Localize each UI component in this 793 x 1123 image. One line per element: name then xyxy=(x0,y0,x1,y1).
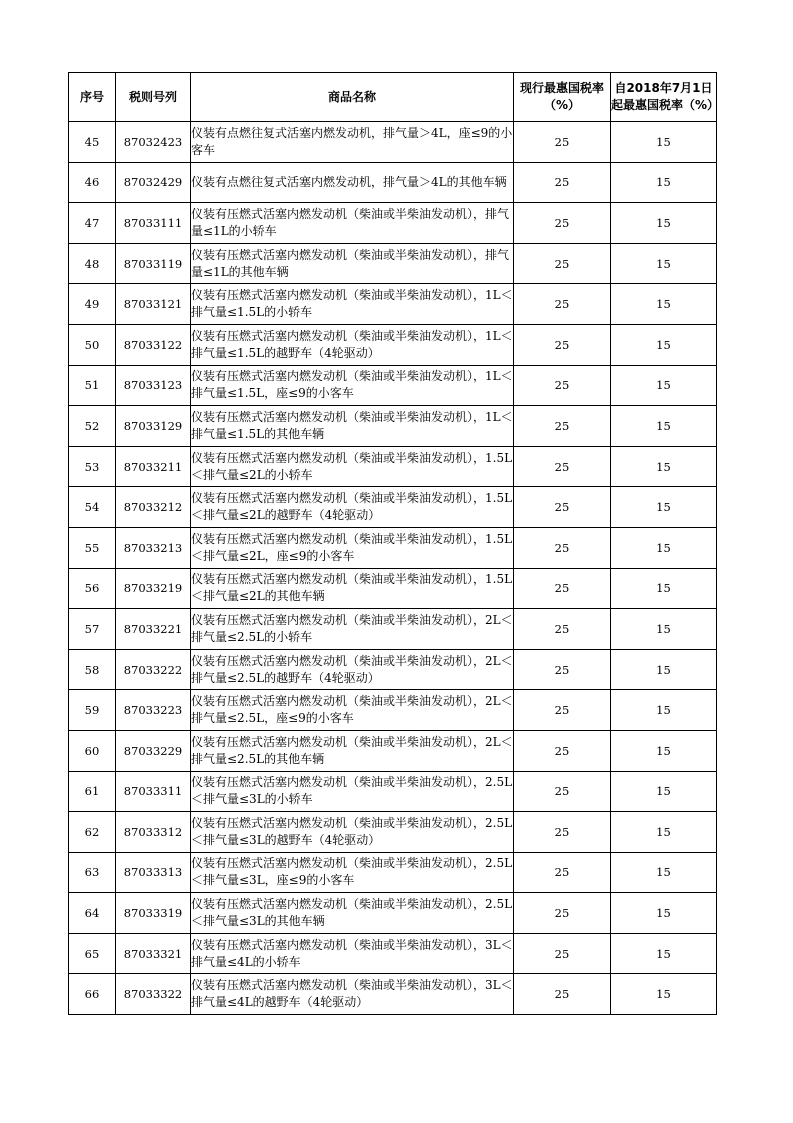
product-name: 仪装有压燃式活塞内燃发动机（柴油或半柴油发动机），2.5L＜排气量≤3L的小轿车 xyxy=(191,771,514,812)
current-rate: 25 xyxy=(514,406,611,447)
current-rate: 25 xyxy=(514,243,611,284)
current-rate: 25 xyxy=(514,527,611,568)
row-index: 46 xyxy=(69,162,116,203)
new-rate: 15 xyxy=(611,365,717,406)
new-rate: 15 xyxy=(611,933,717,974)
product-name: 仪装有压燃式活塞内燃发动机（柴油或半柴油发动机），1L＜排气量≤1.5L的小轿车 xyxy=(191,284,514,325)
product-name: 仪装有压燃式活塞内燃发动机（柴油或半柴油发动机），1.5L＜排气量≤2L，座≤9的小客车 xyxy=(191,527,514,568)
header-current-rate: 现行最惠国税率（%） xyxy=(514,73,611,122)
table-row xyxy=(69,365,717,406)
new-rate: 15 xyxy=(611,406,717,447)
tariff-code: 87033121 xyxy=(116,284,191,325)
current-rate: 25 xyxy=(514,852,611,893)
tariff-code: 87033122 xyxy=(116,324,191,365)
table-row xyxy=(69,974,717,1015)
tariff-code: 87033321 xyxy=(116,933,191,974)
new-rate: 15 xyxy=(611,690,717,731)
row-index: 53 xyxy=(69,446,116,487)
table-row xyxy=(69,284,717,325)
current-rate: 25 xyxy=(514,122,611,163)
new-rate: 15 xyxy=(611,812,717,853)
current-rate: 25 xyxy=(514,974,611,1015)
tariff-code: 87033213 xyxy=(116,527,191,568)
current-rate: 25 xyxy=(514,203,611,244)
product-name: 仪装有压燃式活塞内燃发动机（柴油或半柴油发动机），1.5L＜排气量≤2L的小轿车 xyxy=(191,446,514,487)
current-rate: 25 xyxy=(514,690,611,731)
current-rate: 25 xyxy=(514,162,611,203)
new-rate: 15 xyxy=(611,568,717,609)
current-rate: 25 xyxy=(514,609,611,650)
tariff-code: 87033223 xyxy=(116,690,191,731)
table-row xyxy=(69,122,717,163)
header-code: 税则号列 xyxy=(116,73,191,122)
product-name: 仪装有压燃式活塞内燃发动机（柴油或半柴油发动机），2.5L＜排气量≤3L的其他车辆 xyxy=(191,893,514,934)
row-index: 54 xyxy=(69,487,116,528)
table-row xyxy=(69,609,717,650)
product-name: 仪装有压燃式活塞内燃发动机（柴油或半柴油发动机），2L＜排气量≤2.5L的越野车（4轮驱动） xyxy=(191,649,514,690)
tariff-code: 87033211 xyxy=(116,446,191,487)
table-row xyxy=(69,487,717,528)
new-rate: 15 xyxy=(611,487,717,528)
new-rate: 15 xyxy=(611,974,717,1015)
product-name: 仪装有压燃式活塞内燃发动机（柴油或半柴油发动机），1.5L＜排气量≤2L的其他车辆 xyxy=(191,568,514,609)
current-rate: 25 xyxy=(514,446,611,487)
row-index: 63 xyxy=(69,852,116,893)
tariff-code: 87033222 xyxy=(116,649,191,690)
product-name: 仪装有压燃式活塞内燃发动机（柴油或半柴油发动机），1L＜排气量≤1.5L的其他车辆 xyxy=(191,406,514,447)
row-index: 50 xyxy=(69,324,116,365)
current-rate: 25 xyxy=(514,893,611,934)
header-row xyxy=(69,73,717,122)
current-rate: 25 xyxy=(514,649,611,690)
current-rate: 25 xyxy=(514,730,611,771)
row-index: 61 xyxy=(69,771,116,812)
header-index: 序号 xyxy=(69,73,116,122)
product-name: 仪装有压燃式活塞内燃发动机（柴油或半柴油发动机），1L＜排气量≤1.5L的越野车（4轮驱动） xyxy=(191,324,514,365)
table-row xyxy=(69,690,717,731)
new-rate: 15 xyxy=(611,771,717,812)
table-row xyxy=(69,852,717,893)
table-row xyxy=(69,527,717,568)
tariff-code: 87033219 xyxy=(116,568,191,609)
tariff-code: 87033312 xyxy=(116,812,191,853)
row-index: 64 xyxy=(69,893,116,934)
row-index: 60 xyxy=(69,730,116,771)
row-index: 66 xyxy=(69,974,116,1015)
tariff-code: 87033212 xyxy=(116,487,191,528)
current-rate: 25 xyxy=(514,568,611,609)
new-rate: 15 xyxy=(611,893,717,934)
row-index: 59 xyxy=(69,690,116,731)
tariff-code: 87033221 xyxy=(116,609,191,650)
tariff-code: 87032429 xyxy=(116,162,191,203)
current-rate: 25 xyxy=(514,284,611,325)
new-rate: 15 xyxy=(611,852,717,893)
table-row xyxy=(69,812,717,853)
header-new-rate: 自2018年7月1日起最惠国税率（%） xyxy=(611,73,717,122)
tariff-code: 87033229 xyxy=(116,730,191,771)
new-rate: 15 xyxy=(611,284,717,325)
current-rate: 25 xyxy=(514,812,611,853)
tariff-code: 87033123 xyxy=(116,365,191,406)
row-index: 51 xyxy=(69,365,116,406)
new-rate: 15 xyxy=(611,730,717,771)
product-name: 仪装有压燃式活塞内燃发动机（柴油或半柴油发动机），2L＜排气量≤2.5L，座≤9的小客车 xyxy=(191,690,514,731)
row-index: 56 xyxy=(69,568,116,609)
new-rate: 15 xyxy=(611,203,717,244)
product-name: 仪装有压燃式活塞内燃发动机（柴油或半柴油发动机），2.5L＜排气量≤3L，座≤9的小客车 xyxy=(191,852,514,893)
table-row xyxy=(69,649,717,690)
tariff-code: 87033311 xyxy=(116,771,191,812)
row-index: 57 xyxy=(69,609,116,650)
table-row xyxy=(69,203,717,244)
product-name: 仪装有压燃式活塞内燃发动机（柴油或半柴油发动机），2L＜排气量≤2.5L的其他车辆 xyxy=(191,730,514,771)
current-rate: 25 xyxy=(514,771,611,812)
row-index: 47 xyxy=(69,203,116,244)
tariff-code: 87033119 xyxy=(116,243,191,284)
product-name: 仪装有压燃式活塞内燃发动机（柴油或半柴油发动机），3L＜排气量≤4L的小轿车 xyxy=(191,933,514,974)
row-index: 55 xyxy=(69,527,116,568)
tariff-code: 87033111 xyxy=(116,203,191,244)
new-rate: 15 xyxy=(611,609,717,650)
new-rate: 15 xyxy=(611,446,717,487)
row-index: 52 xyxy=(69,406,116,447)
new-rate: 15 xyxy=(611,649,717,690)
product-name: 仪装有压燃式活塞内燃发动机（柴油或半柴油发动机），1L＜排气量≤1.5L，座≤9的小客车 xyxy=(191,365,514,406)
tariff-code: 87032423 xyxy=(116,122,191,163)
table-row xyxy=(69,406,717,447)
header-name: 商品名称 xyxy=(191,73,514,122)
table-row xyxy=(69,771,717,812)
current-rate: 25 xyxy=(514,365,611,406)
tariff-code: 87033322 xyxy=(116,974,191,1015)
table-row xyxy=(69,568,717,609)
tariff-code: 87033313 xyxy=(116,852,191,893)
row-index: 58 xyxy=(69,649,116,690)
row-index: 62 xyxy=(69,812,116,853)
table-header xyxy=(69,73,720,122)
new-rate: 15 xyxy=(611,324,717,365)
product-name: 仪装有压燃式活塞内燃发动机（柴油或半柴油发动机），2.5L＜排气量≤3L的越野车（4轮驱动） xyxy=(191,812,514,853)
table-row xyxy=(69,324,717,365)
product-name: 仪装有压燃式活塞内燃发动机（柴油或半柴油发动机），排气量≤1L的小轿车 xyxy=(191,203,514,244)
tariff-table xyxy=(68,72,720,1015)
new-rate: 15 xyxy=(611,243,717,284)
product-name: 仪装有压燃式活塞内燃发动机（柴油或半柴油发动机），2L＜排气量≤2.5L的小轿车 xyxy=(191,609,514,650)
table-row xyxy=(69,893,717,934)
product-name: 仪装有点燃往复式活塞内燃发动机，排气量＞4L的其他车辆 xyxy=(191,162,514,203)
current-rate: 25 xyxy=(514,324,611,365)
row-index: 48 xyxy=(69,243,116,284)
product-name: 仪装有压燃式活塞内燃发动机（柴油或半柴油发动机），1.5L＜排气量≤2L的越野车（4轮驱动） xyxy=(191,487,514,528)
current-rate: 25 xyxy=(514,933,611,974)
new-rate: 15 xyxy=(611,122,717,163)
table-row xyxy=(69,730,717,771)
tariff-code: 87033129 xyxy=(116,406,191,447)
table-row xyxy=(69,162,717,203)
row-index: 65 xyxy=(69,933,116,974)
row-index: 49 xyxy=(69,284,116,325)
row-index: 45 xyxy=(69,122,116,163)
product-name: 仪装有点燃往复式活塞内燃发动机，排气量＞4L，座≤9的小客车 xyxy=(191,122,514,163)
new-rate: 15 xyxy=(611,162,717,203)
product-name: 仪装有压燃式活塞内燃发动机（柴油或半柴油发动机），3L＜排气量≤4L的越野车（4轮驱动） xyxy=(191,974,514,1015)
table-row xyxy=(69,243,717,284)
table-row xyxy=(69,933,717,974)
new-rate: 15 xyxy=(611,527,717,568)
tariff-code: 87033319 xyxy=(116,893,191,934)
current-rate: 25 xyxy=(514,487,611,528)
table-row xyxy=(69,446,717,487)
table-body xyxy=(69,122,717,1015)
product-name: 仪装有压燃式活塞内燃发动机（柴油或半柴油发动机），排气量≤1L的其他车辆 xyxy=(191,243,514,284)
